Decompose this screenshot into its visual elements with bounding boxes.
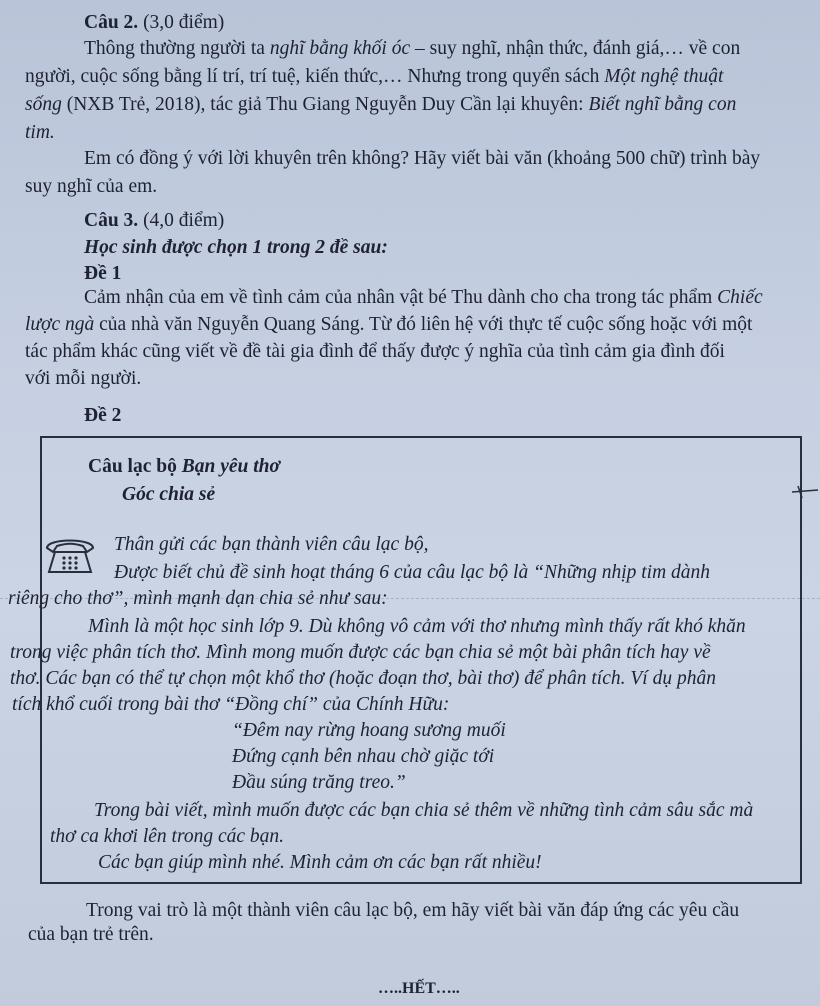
cau3-label: Câu 3. bbox=[84, 210, 139, 231]
de1-line3: tác phẩm khác cũng viết về đề tài gia đình để thấy được ý nghĩa của tình cảm gia đình đối bbox=[25, 341, 725, 362]
text: Cảm nhận của em về tình cảm của nhân vật bé Thu dành cho cha trong tác phẩm bbox=[84, 287, 718, 308]
de1-line4: với mỗi người. bbox=[25, 368, 142, 389]
poem-line2: Đứng cạnh bên nhau chờ giặc tới bbox=[232, 746, 495, 767]
letter-line3: riêng cho thơ”, mình mạnh dạn chia sẻ như sau: bbox=[8, 588, 388, 609]
cau3-heading bbox=[84, 208, 224, 234]
cau2-points: (3,0 điểm) bbox=[138, 12, 225, 33]
cau2-para2-line2: suy nghĩ của em. bbox=[25, 176, 158, 197]
letter-line9: thơ ca khơi lên trong các bạn. bbox=[50, 826, 284, 847]
text: – suy nghĩ, nhận thức, đánh giá,… về con bbox=[410, 38, 741, 59]
text-italic: Biết nghĩ bằng con bbox=[588, 94, 737, 115]
poem-line3: Đầu súng trăng treo.” bbox=[232, 772, 406, 793]
text: người, cuộc sống bằng lí trí, trí tuệ, kiến thức,… Nhưng trong quyển sách bbox=[25, 66, 605, 87]
cau2-heading bbox=[84, 10, 224, 36]
letter-greeting: Thân gửi các bạn thành viên câu lạc bộ, bbox=[114, 534, 429, 555]
book-title: sống bbox=[25, 94, 62, 115]
text: Thông thường người ta bbox=[84, 38, 270, 59]
de1-line2 bbox=[25, 312, 752, 338]
letter-line5: trong việc phân tích thơ. Mình mong muốn được các bạn chia sẻ một bài phân tích hay về bbox=[10, 642, 711, 663]
letter-line7: tích khổ cuối trong bài thơ “Đồng chí” của Chính Hữu: bbox=[12, 694, 450, 715]
letter-line8: Trong bài viết, mình muốn được các bạn chia sẻ thêm về những tình cảm sâu sắc mà bbox=[94, 800, 754, 821]
de1-line1 bbox=[84, 285, 763, 311]
cau2-para1-line3 bbox=[25, 92, 736, 118]
margin-mark bbox=[790, 484, 820, 500]
letter-line4: Mình là một học sinh lớp 9. Dù không vô cảm với thơ nhưng mình thấy rất khó khăn bbox=[88, 616, 746, 637]
work-title: lược ngà bbox=[25, 314, 95, 335]
end-marker: …..HẾT….. bbox=[378, 980, 460, 997]
letter-line2: Được biết chủ đề sinh hoạt tháng 6 của câu lạc bộ là “Những nhịp tim dành bbox=[114, 562, 711, 583]
cau2-para2-line1: Em có đồng ý với lời khuyên trên không? Hãy viết bài văn (khoảng 500 chữ) trình bày bbox=[84, 148, 761, 169]
telephone-icon bbox=[43, 534, 97, 576]
club-title: Bạn yêu thơ bbox=[181, 456, 280, 477]
closing-line2: của bạn trẻ trên. bbox=[28, 924, 154, 945]
corner-title: Góc chia sẻ bbox=[122, 484, 216, 505]
cau2-para1-line2 bbox=[25, 64, 723, 90]
work-title: Chiếc bbox=[717, 287, 763, 308]
book-title: Một nghệ thuật bbox=[604, 66, 724, 87]
poem-line1: “Đêm nay rừng hoang sương muối bbox=[232, 720, 506, 741]
cau3-points: (4,0 điểm) bbox=[138, 210, 225, 231]
de1-label: Đề 1 bbox=[84, 263, 122, 284]
cau2-para1-line1 bbox=[84, 36, 740, 62]
letter-closing: Các bạn giúp mình nhé. Mình cảm ơn các bạn rất nhiều! bbox=[98, 852, 542, 873]
cau2-label: Câu 2. bbox=[84, 12, 139, 33]
club-name bbox=[88, 454, 280, 480]
de2-label: Đề 2 bbox=[84, 405, 122, 426]
closing-line1: Trong vai trò là một thành viên câu lạc bộ, em hãy viết bài văn đáp ứng các yêu cầu bbox=[86, 900, 740, 921]
text: của nhà văn Nguyễn Quang Sáng. Từ đó liên hệ với thực tế cuộc sống hoặc với một bbox=[94, 314, 753, 335]
letter-line6: thơ. Các bạn có thể tự chọn một khổ thơ (hoặc đoạn thơ, bài thơ) để phân tích. Ví dụ phân bbox=[10, 668, 716, 689]
text-italic: nghĩ bằng khối óc bbox=[269, 38, 411, 59]
text: (NXB Trẻ, 2018), tác giả Thu Giang Nguyễn Duy Cần lại khuyên: bbox=[61, 94, 589, 115]
text: Câu lạc bộ bbox=[88, 456, 182, 477]
cau3-choose: Học sinh được chọn 1 trong 2 đề sau: bbox=[84, 237, 388, 258]
cau2-para1-line4: tim. bbox=[25, 122, 55, 143]
